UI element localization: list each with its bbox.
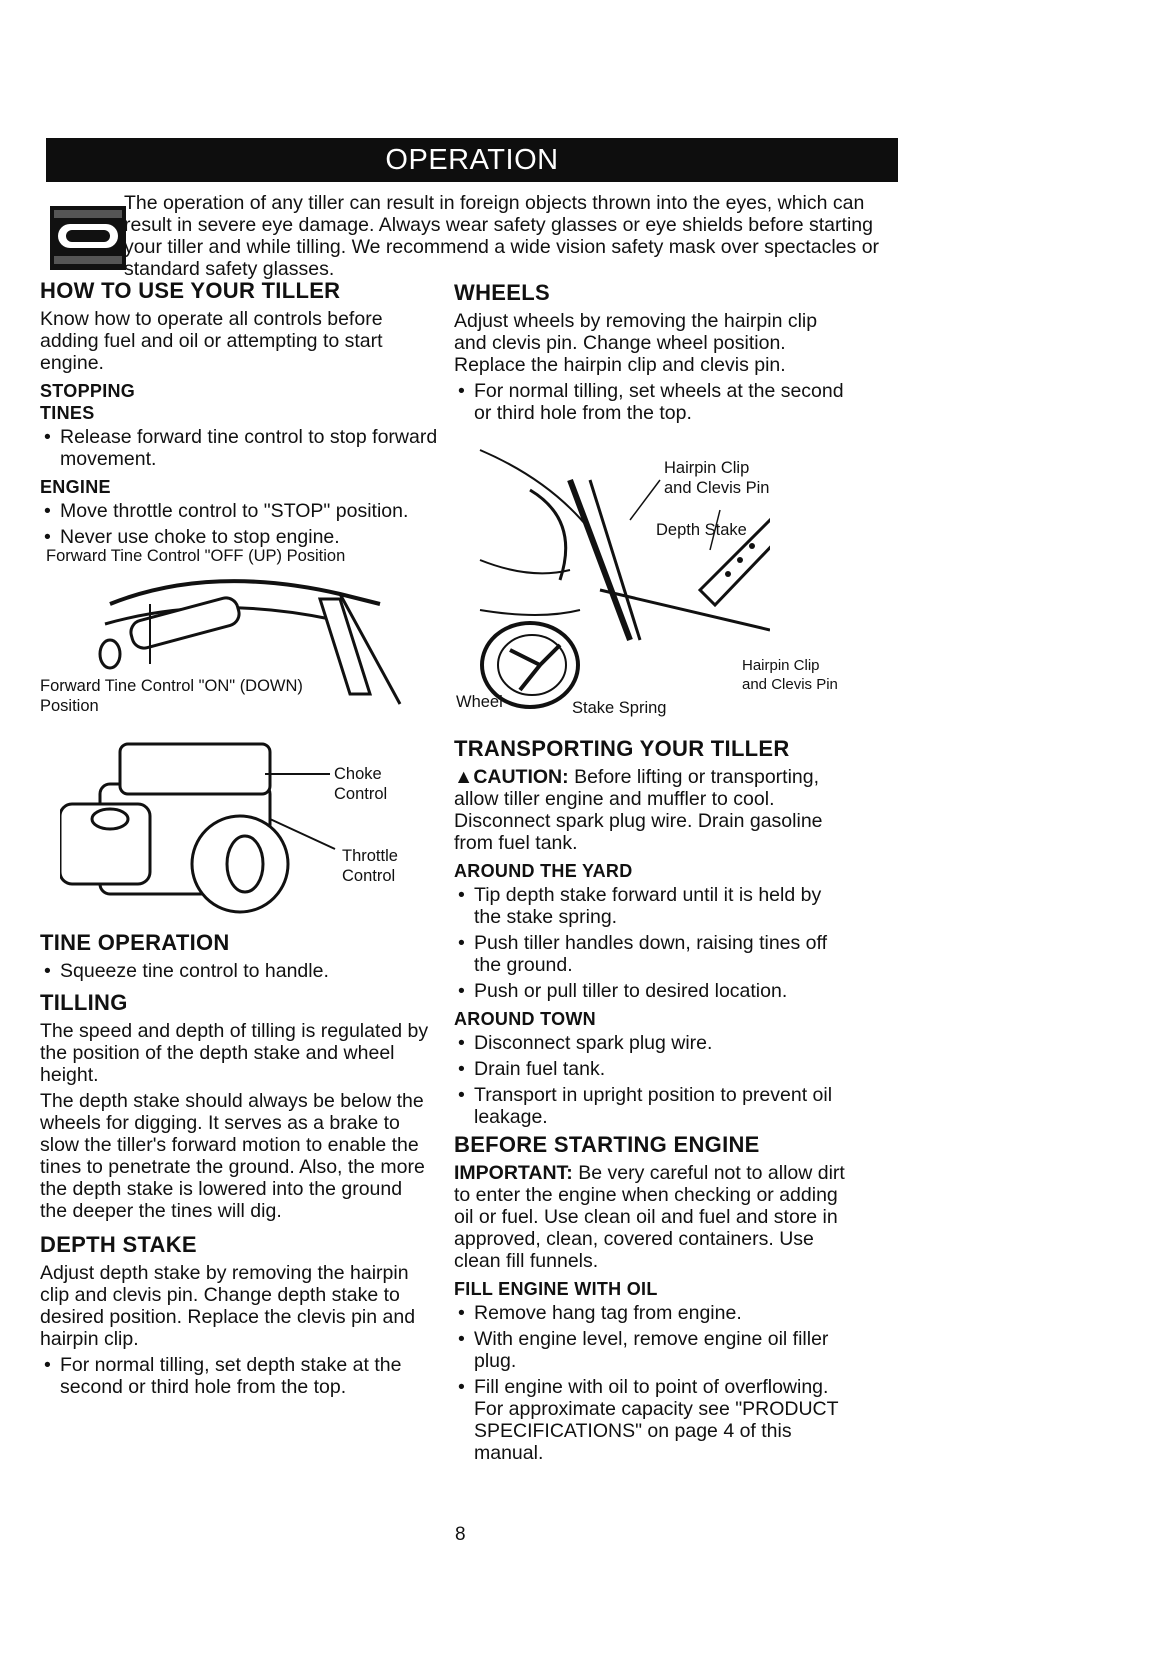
- list-item: • For normal tilling, set depth stake at the second or third hole from the top.: [40, 1354, 430, 1398]
- throttle-label-2: Control: [342, 867, 396, 885]
- choke-label-2: Control: [334, 785, 388, 803]
- wheels-list: [454, 380, 846, 424]
- around-yard-list: [454, 884, 846, 1002]
- tine-control-on-label: Forward Tine Control "ON" (DOWN): [40, 677, 303, 695]
- hairpin-label: Hairpin Clip: [742, 657, 820, 674]
- around-yard-heading: AROUND THE YARD: [454, 861, 633, 881]
- around-town-heading: AROUND TOWN: [454, 1009, 596, 1029]
- engine-controls-figure: [60, 724, 350, 924]
- wheels-heading: WHEELS: [454, 280, 550, 305]
- hairpin-label-2: and Clevis Pin: [664, 479, 770, 497]
- tine-operation-heading: TINE OPERATION: [40, 930, 230, 955]
- tines-list: [40, 426, 440, 470]
- left-column-top: [40, 278, 440, 552]
- tine-control-on-label-2: Position: [40, 697, 99, 715]
- list-item: • Move throttle control to "STOP" position.: [40, 500, 440, 522]
- depth-stake-heading: DEPTH STAKE: [40, 1232, 197, 1257]
- right-column-top: [454, 280, 846, 428]
- list-item: • Squeeze tine control to handle.: [40, 960, 430, 982]
- stopping-heading: STOPPING: [40, 381, 136, 401]
- list-item: • Push or pull tiller to desired location.: [454, 980, 846, 1002]
- tilling-text-1: The speed and depth of tilling is regulated by the position of the depth stake and wheel height.: [40, 1020, 429, 1086]
- caution-label: CAUTION:: [473, 766, 569, 788]
- around-town-list: [454, 1032, 846, 1128]
- transporting-heading: TRANSPORTING YOUR TILLER: [454, 736, 790, 761]
- eye-safety-warning: The operation of any tiller can result in foreign objects thrown into the eyes, which can result in severe eye damage. Always wear safety glasses or eye shields before starting your tiller and while tilling. We recommend a wide vision safety mask over spectacles or standard safety glasses.: [124, 192, 880, 280]
- fill-oil-heading: FILL ENGINE WITH OIL: [454, 1279, 658, 1299]
- hairpin-label: Hairpin Clip: [664, 459, 750, 477]
- tine-control-off-label: Forward Tine Control "OFF (UP) Position: [46, 547, 346, 565]
- tine-operation-list: [40, 960, 430, 982]
- depth-stake-text: Adjust depth stake by removing the hairpin clip and clevis pin. Change depth stake to desired position. Replace the clevis pin and hairpin clip.: [40, 1262, 416, 1350]
- tilling-heading: TILLING: [40, 990, 128, 1015]
- list-item: • Drain fuel tank.: [454, 1058, 846, 1080]
- caution-icon: ▲: [454, 766, 474, 788]
- eye-protection-icon: [50, 206, 126, 270]
- list-item: • Fill engine with oil to point of overflowing. For approximate capacity see "PRODUCT SPECIFICATIONS" on page 4 of this manual.: [454, 1376, 846, 1464]
- list-item: • Disconnect spark plug wire.: [454, 1032, 846, 1054]
- caution-text: Before lifting or transporting, allow tiller engine and muffler to cool. Disconnect spark plug wire. Drain gasoline from fuel tank.: [454, 766, 823, 854]
- hairpin-clip-right-label: [742, 656, 838, 694]
- tilling-text-2: The depth stake should always be below the wheels for digging. It serves as a brake to slow the tiller's forward motion to enable the tines to penetrate the ground. Also, the more the depth stake is lowered into the ground the deeper the tines will dig.: [40, 1090, 425, 1222]
- list-item: • For normal tilling, set wheels at the second or third hole from the top.: [454, 380, 846, 424]
- list-item: • Release forward tine control to stop forward movement.: [40, 426, 440, 470]
- engine-list: [40, 500, 440, 548]
- section-banner: OPERATION: [46, 138, 898, 182]
- wheels-text: Adjust wheels by removing the hairpin clip and clevis pin. Change wheel position. Replace the hairpin clip and clevis pin.: [454, 310, 818, 376]
- stake-spring-label: Stake Spring: [572, 699, 667, 717]
- list-item: • Never use choke to stop engine.: [40, 526, 440, 548]
- how-to-use-heading: HOW TO USE YOUR TILLER: [40, 278, 341, 303]
- tines-heading: TINES: [40, 403, 95, 423]
- left-column-bottom: [40, 930, 430, 1402]
- throttle-control-label: [342, 846, 398, 886]
- choke-control-label: [334, 764, 387, 804]
- list-item: • Push tiller handles down, raising tines off the ground.: [454, 932, 846, 976]
- depth-stake-list: [40, 1354, 430, 1398]
- wheel-label: Wheel: [456, 693, 503, 711]
- caution-paragraph: [454, 766, 846, 854]
- engine-heading: ENGINE: [40, 477, 111, 497]
- list-item: • Remove hang tag from engine.: [454, 1302, 846, 1324]
- important-label: IMPORTANT:: [454, 1162, 573, 1184]
- choke-label: Choke: [334, 765, 382, 783]
- page-number: 8: [455, 1524, 466, 1545]
- fill-oil-list: [454, 1302, 846, 1464]
- list-item: • With engine level, remove engine oil filler plug.: [454, 1328, 846, 1372]
- list-item: • Tip depth stake forward until it is held by the stake spring.: [454, 884, 846, 928]
- before-starting-heading: BEFORE STARTING ENGINE: [454, 1132, 760, 1157]
- hairpin-clip-top-label: [664, 458, 769, 498]
- right-column-bottom: [454, 736, 846, 1468]
- important-text: Be very careful not to allow dirt to enter the engine when checking or adding oil or fuel. Use clean oil and fuel and store in approved, clean, covered containers. Use clean fill funnels.: [454, 1162, 845, 1272]
- hairpin-label-2: and Clevis Pin: [742, 676, 838, 693]
- throttle-label: Throttle: [342, 847, 398, 865]
- depth-stake-label: Depth Stake: [656, 521, 747, 539]
- important-paragraph: [454, 1162, 846, 1272]
- list-item: • Transport in upright position to prevent oil leakage.: [454, 1084, 846, 1128]
- how-to-use-text: Know how to operate all controls before adding fuel and oil or attempting to start engine.: [40, 308, 383, 374]
